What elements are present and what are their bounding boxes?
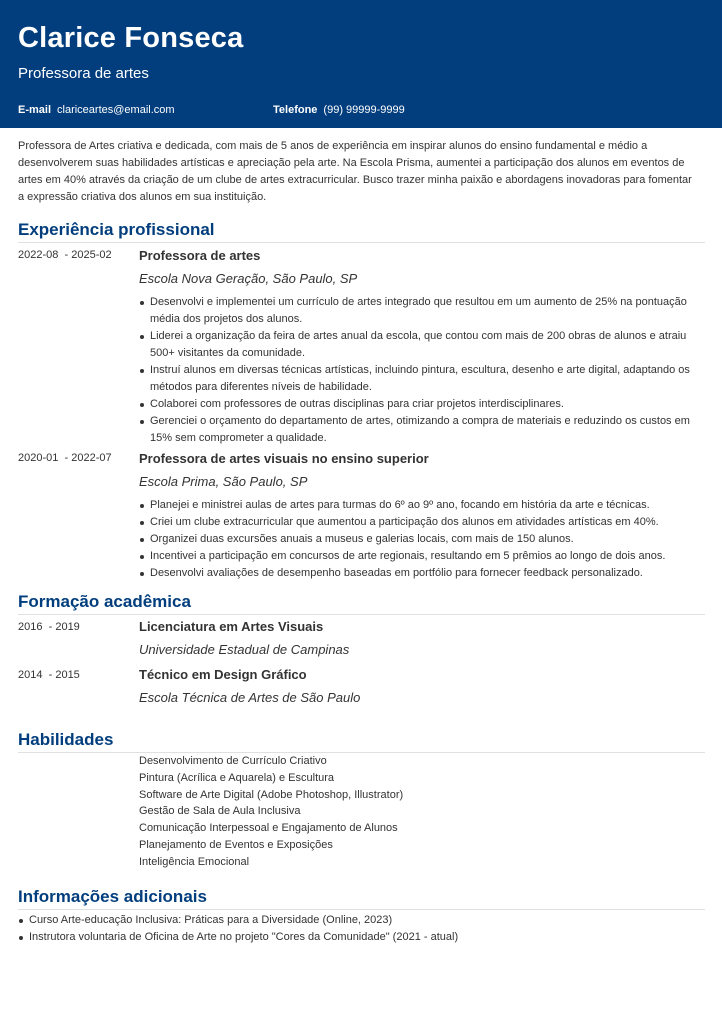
education-school: Universidade Estadual de Campinas	[139, 642, 350, 657]
list-item: Instruí alunos em diversas técnicas artísticas, incluindo pintura, escultura, desenho e arte digital, adaptando os métodos para diferentes níveis de habilidade.	[139, 362, 706, 396]
additional-list	[18, 912, 705, 946]
list-item: Colaborei com professores de outras disciplinas para criar projetos interdisciplinares.	[139, 396, 706, 413]
list-item: Liderei a organização da feira de artes anual da escola, que contou com mais de 200 obras de alunos e atraiu 500+ visitantes da comunidade.	[139, 328, 706, 362]
resume-header	[0, 0, 722, 128]
job-entry	[18, 246, 705, 447]
list-item: Software de Arte Digital (Adobe Photoshop, Illustrator)	[139, 788, 404, 801]
job-entry	[18, 449, 705, 582]
job-bullets	[139, 294, 705, 447]
job-dates: 2020-01 - 2022-07	[18, 452, 112, 464]
education-section	[18, 591, 705, 715]
job-organization: Escola Nova Geração, São Paulo, SP	[139, 271, 358, 286]
skills-section	[18, 729, 705, 871]
list-item: Criei um clube extracurricular que aumentou a participação dos alunos em atividades artísticas em 40%.	[139, 514, 706, 531]
section-title-education: Formação acadêmica	[18, 592, 191, 611]
section-title-additional: Informações adicionais	[18, 887, 207, 906]
list-item: Planejei e ministrei aulas de artes para turmas do 6º ao 9º ano, focando em história da arte e técnicas.	[139, 497, 706, 514]
section-title-experience: Experiência profissional	[18, 220, 215, 239]
summary-paragraph: Professora de Artes criativa e dedicada, com mais de 5 anos de experiência em inspirar alunos do ensino fundamental e médio a desenvolverem suas habilidades artísticas e apreciação pela arte. Na Escola Prisma, aumentei a participação dos alunos em eventos de artes em 40% através da criação de um clube de artes extracurricular. Busco trazer minha paixão e abordagens inovadoras para fomentar a expressão criativa dos alunos em sua instituição.	[18, 140, 692, 203]
phone-label: Telefone	[273, 104, 318, 116]
education-entry	[18, 619, 705, 667]
list-item: Desenvolvi e implementei um currículo de artes integrado que resultou em um aumento de 25% na pontuação média dos projetos dos alunos.	[139, 294, 706, 328]
section-divider	[18, 242, 705, 243]
list-item: Desenvolvi avaliações de desempenho baseadas em portfólio para fornecer feedback personalizado.	[139, 565, 706, 582]
section-title-skills: Habilidades	[18, 730, 114, 749]
list-item: Curso Arte-educação Inclusiva: Práticas para a Diversidade (Online, 2023)	[18, 912, 705, 929]
list-item: Inteligência Emocional	[139, 855, 250, 868]
additional-section	[18, 886, 705, 946]
contact-phone	[273, 104, 405, 116]
list-item: Pintura (Acrílica e Aquarela) e Escultura	[139, 771, 335, 784]
list-item: Gestão de Sala de Aula Inclusiva	[139, 805, 301, 818]
contact-email	[18, 104, 175, 116]
skills-list	[139, 753, 705, 871]
section-divider	[18, 614, 705, 615]
education-degree: Técnico em Design Gráfico	[139, 667, 307, 682]
candidate-name: Clarice Fonseca	[18, 22, 244, 54]
email-label: E-mail	[18, 104, 52, 116]
education-school: Escola Técnica de Artes de São Paulo	[139, 690, 361, 705]
job-bullets	[139, 497, 705, 582]
list-item: Desenvolvimento de Currículo Criativo	[139, 755, 327, 767]
education-dates: 2014 - 2015	[18, 669, 80, 681]
phone-value[interactable]: (99) 99999-9999	[323, 104, 405, 116]
experience-section	[18, 219, 705, 582]
job-title: Professora de artes visuais no ensino superior	[139, 451, 429, 466]
candidate-role: Professora de artes	[18, 65, 149, 82]
list-item: Gerenciei o orçamento do departamento de artes, otimizando a compra de materiais e reduzindo os custos em 15% sem comprometer a qualidade.	[139, 413, 706, 447]
job-dates: 2022-08 - 2025-02	[18, 249, 112, 261]
education-entry	[18, 667, 705, 715]
job-title: Professora de artes	[139, 248, 261, 263]
education-degree: Licenciatura em Artes Visuais	[139, 619, 324, 634]
email-value[interactable]: clariceartes@email.com	[57, 104, 175, 116]
job-organization: Escola Prima, São Paulo, SP	[139, 474, 308, 489]
list-item: Comunicação Interpessoal e Engajamento de Alunos	[139, 822, 398, 835]
list-item: Organizei duas excursões anuais a museus e galerias locais, com mais de 150 alunos.	[139, 531, 706, 548]
list-item: Planejamento de Eventos e Exposições	[139, 838, 333, 851]
list-item: Incentivei a participação em concursos de arte regionais, resultando em 5 prêmios ao longo de dois anos.	[139, 548, 706, 565]
section-divider	[18, 909, 705, 910]
education-dates: 2016 - 2019	[18, 621, 80, 633]
list-item: Instrutora voluntaria de Oficina de Arte no projeto "Cores da Comunidade" (2021 - atual)	[18, 929, 705, 946]
